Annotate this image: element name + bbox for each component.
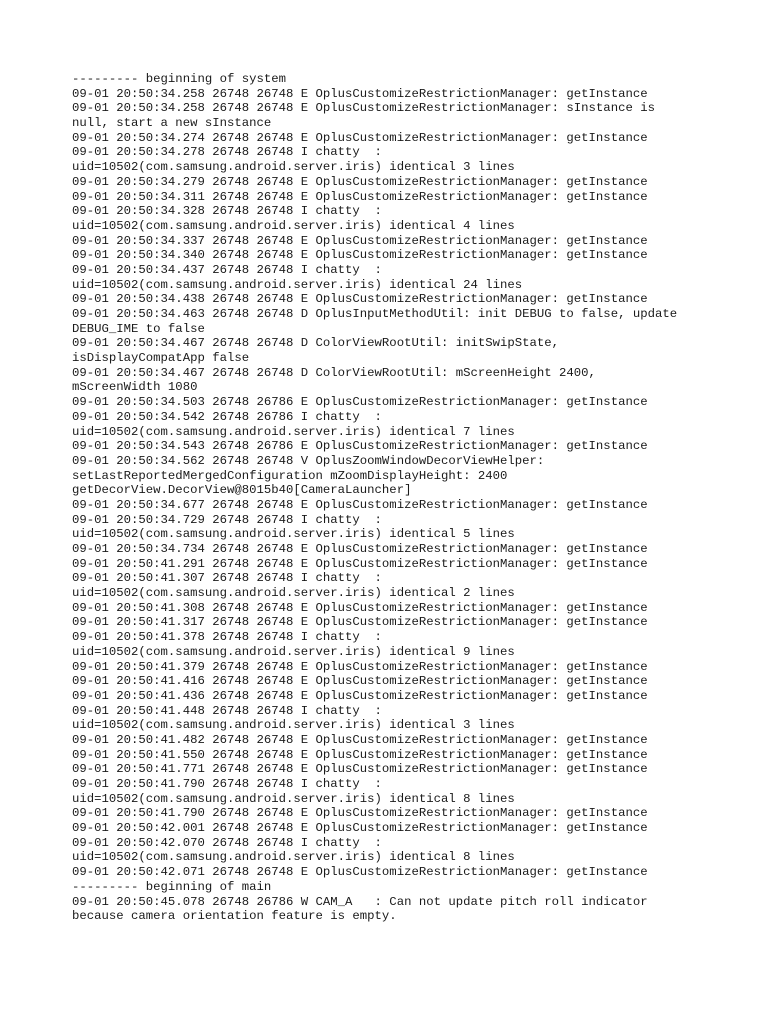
log-line: uid=10502(com.samsung.android.server.iris) identical 8 lines: [72, 850, 515, 865]
log-line: 09-01 20:50:34.258 26748 26748 E OplusCustomizeRestrictionManager: getInstance: [72, 86, 648, 101]
log-line: 09-01 20:50:34.337 26748 26748 E OplusCustomizeRestrictionManager: getInstance: [72, 233, 648, 248]
log-line: 09-01 20:50:41.308 26748 26748 E OplusCustomizeRestrictionManager: getInstance: [72, 600, 648, 615]
log-line: 09-01 20:50:34.437 26748 26748 I chatty :: [72, 262, 382, 277]
log-line: uid=10502(com.samsung.android.server.iris) identical 24 lines: [72, 277, 523, 292]
log-line: 09-01 20:50:34.463 26748 26748 D OplusInputMethodUtil: init DEBUG to false, update: [72, 307, 678, 321]
log-line: 09-01 20:50:34.279 26748 26748 E OplusCustomizeRestrictionManager: getInstance: [72, 174, 648, 189]
log-line: 09-01 20:50:34.542 26748 26786 I chatty :: [72, 409, 382, 424]
log-line: 09-01 20:50:34.438 26748 26748 E OplusCustomizeRestrictionManager: getInstance: [72, 292, 648, 307]
log-line: --------- beginning of main: [72, 879, 272, 894]
log-line: uid=10502(com.samsung.android.server.iris) identical 7 lines: [72, 424, 515, 439]
log-line: 09-01 20:50:41.771 26748 26748 E OplusCustomizeRestrictionManager: getInstance: [72, 762, 648, 777]
log-line: uid=10502(com.samsung.android.server.iris) identical 9 lines: [72, 644, 515, 659]
log-line: mScreenWidth 1080: [72, 380, 198, 395]
log-line: 09-01 20:50:41.379 26748 26748 E OplusCustomizeRestrictionManager: getInstance: [72, 659, 648, 674]
log-line: 09-01 20:50:42.001 26748 26748 E OplusCustomizeRestrictionManager: getInstance: [72, 821, 648, 836]
log-line: isDisplayCompatApp false: [72, 351, 250, 366]
log-line: 09-01 20:50:34.311 26748 26748 E OplusCustomizeRestrictionManager: getInstance: [72, 189, 648, 204]
log-line: null, start a new sInstance: [72, 116, 272, 131]
log-line: 09-01 20:50:34.543 26748 26786 E OplusCustomizeRestrictionManager: getInstance: [72, 439, 648, 454]
log-line: 09-01 20:50:41.307 26748 26748 I chatty :: [72, 571, 382, 586]
log-line: because camera orientation feature is empty.: [72, 909, 397, 924]
log-line: uid=10502(com.samsung.android.server.iris) identical 5 lines: [72, 527, 515, 542]
log-line: 09-01 20:50:41.291 26748 26748 E OplusCustomizeRestrictionManager: getInstance: [72, 556, 648, 571]
log-document: [72, 72, 712, 924]
log-line: uid=10502(com.samsung.android.server.iris) identical 8 lines: [72, 791, 515, 806]
log-line: 09-01 20:50:34.503 26748 26786 E OplusCustomizeRestrictionManager: getInstance: [72, 395, 648, 410]
log-line: uid=10502(com.samsung.android.server.iris) identical 3 lines: [72, 160, 515, 175]
log-line: 09-01 20:50:34.677 26748 26748 E OplusCustomizeRestrictionManager: getInstance: [72, 497, 648, 512]
log-line: --------- beginning of system: [72, 72, 287, 86]
log-line: 09-01 20:50:34.340 26748 26748 E OplusCustomizeRestrictionManager: getInstance: [72, 248, 648, 263]
log-line: 09-01 20:50:34.729 26748 26748 I chatty :: [72, 512, 382, 527]
log-line: DEBUG_IME to false: [72, 321, 205, 336]
log-line: 09-01 20:50:41.436 26748 26748 E OplusCustomizeRestrictionManager: getInstance: [72, 688, 648, 703]
log-line: getDecorView.DecorView@8015b40[CameraLauncher]: [72, 483, 412, 498]
log-line: 09-01 20:50:41.790 26748 26748 E OplusCustomizeRestrictionManager: getInstance: [72, 806, 648, 821]
log-line: 09-01 20:50:34.258 26748 26748 E OplusCustomizeRestrictionManager: sInstance is: [72, 101, 655, 116]
log-line: 09-01 20:50:41.790 26748 26748 I chatty :: [72, 777, 382, 791]
log-line: uid=10502(com.samsung.android.server.iris) identical 4 lines: [72, 218, 515, 233]
log-line: 09-01 20:50:41.550 26748 26748 E OplusCustomizeRestrictionManager: getInstance: [72, 747, 648, 762]
log-line: 09-01 20:50:45.078 26748 26786 W CAM_A : Can not update pitch roll indicator: [72, 894, 648, 909]
log-line: 09-01 20:50:42.071 26748 26748 E OplusCustomizeRestrictionManager: getInstance: [72, 865, 648, 880]
log-line: setLastReportedMergedConfiguration mZoomDisplayHeight: 2400: [72, 468, 508, 483]
log-line: 09-01 20:50:41.317 26748 26748 E OplusCustomizeRestrictionManager: getInstance: [72, 615, 648, 630]
log-line: uid=10502(com.samsung.android.server.iris) identical 2 lines: [72, 586, 515, 601]
log-body: [72, 72, 712, 924]
log-line: 09-01 20:50:41.448 26748 26748 I chatty :: [72, 703, 382, 718]
log-line: 09-01 20:50:41.416 26748 26748 E OplusCustomizeRestrictionManager: getInstance: [72, 674, 648, 689]
log-line: 09-01 20:50:34.274 26748 26748 E OplusCustomizeRestrictionManager: getInstance: [72, 130, 648, 145]
log-line: 09-01 20:50:34.562 26748 26748 V OplusZoomWindowDecorViewHelper:: [72, 453, 545, 468]
log-line: uid=10502(com.samsung.android.server.iris) identical 3 lines: [72, 718, 515, 733]
log-line: 09-01 20:50:42.070 26748 26748 I chatty :: [72, 835, 382, 850]
log-line: 09-01 20:50:34.278 26748 26748 I chatty :: [72, 145, 382, 160]
log-line: 09-01 20:50:41.378 26748 26748 I chatty :: [72, 630, 382, 645]
log-line: 09-01 20:50:34.328 26748 26748 I chatty :: [72, 204, 382, 219]
log-line: 09-01 20:50:41.482 26748 26748 E OplusCustomizeRestrictionManager: getInstance: [72, 732, 648, 747]
log-line: 09-01 20:50:34.467 26748 26748 D ColorViewRootUtil: initSwipState,: [72, 336, 560, 351]
log-line: 09-01 20:50:34.467 26748 26748 D ColorViewRootUtil: mScreenHeight 2400,: [72, 365, 596, 380]
log-line: 09-01 20:50:34.734 26748 26748 E OplusCustomizeRestrictionManager: getInstance: [72, 542, 648, 556]
